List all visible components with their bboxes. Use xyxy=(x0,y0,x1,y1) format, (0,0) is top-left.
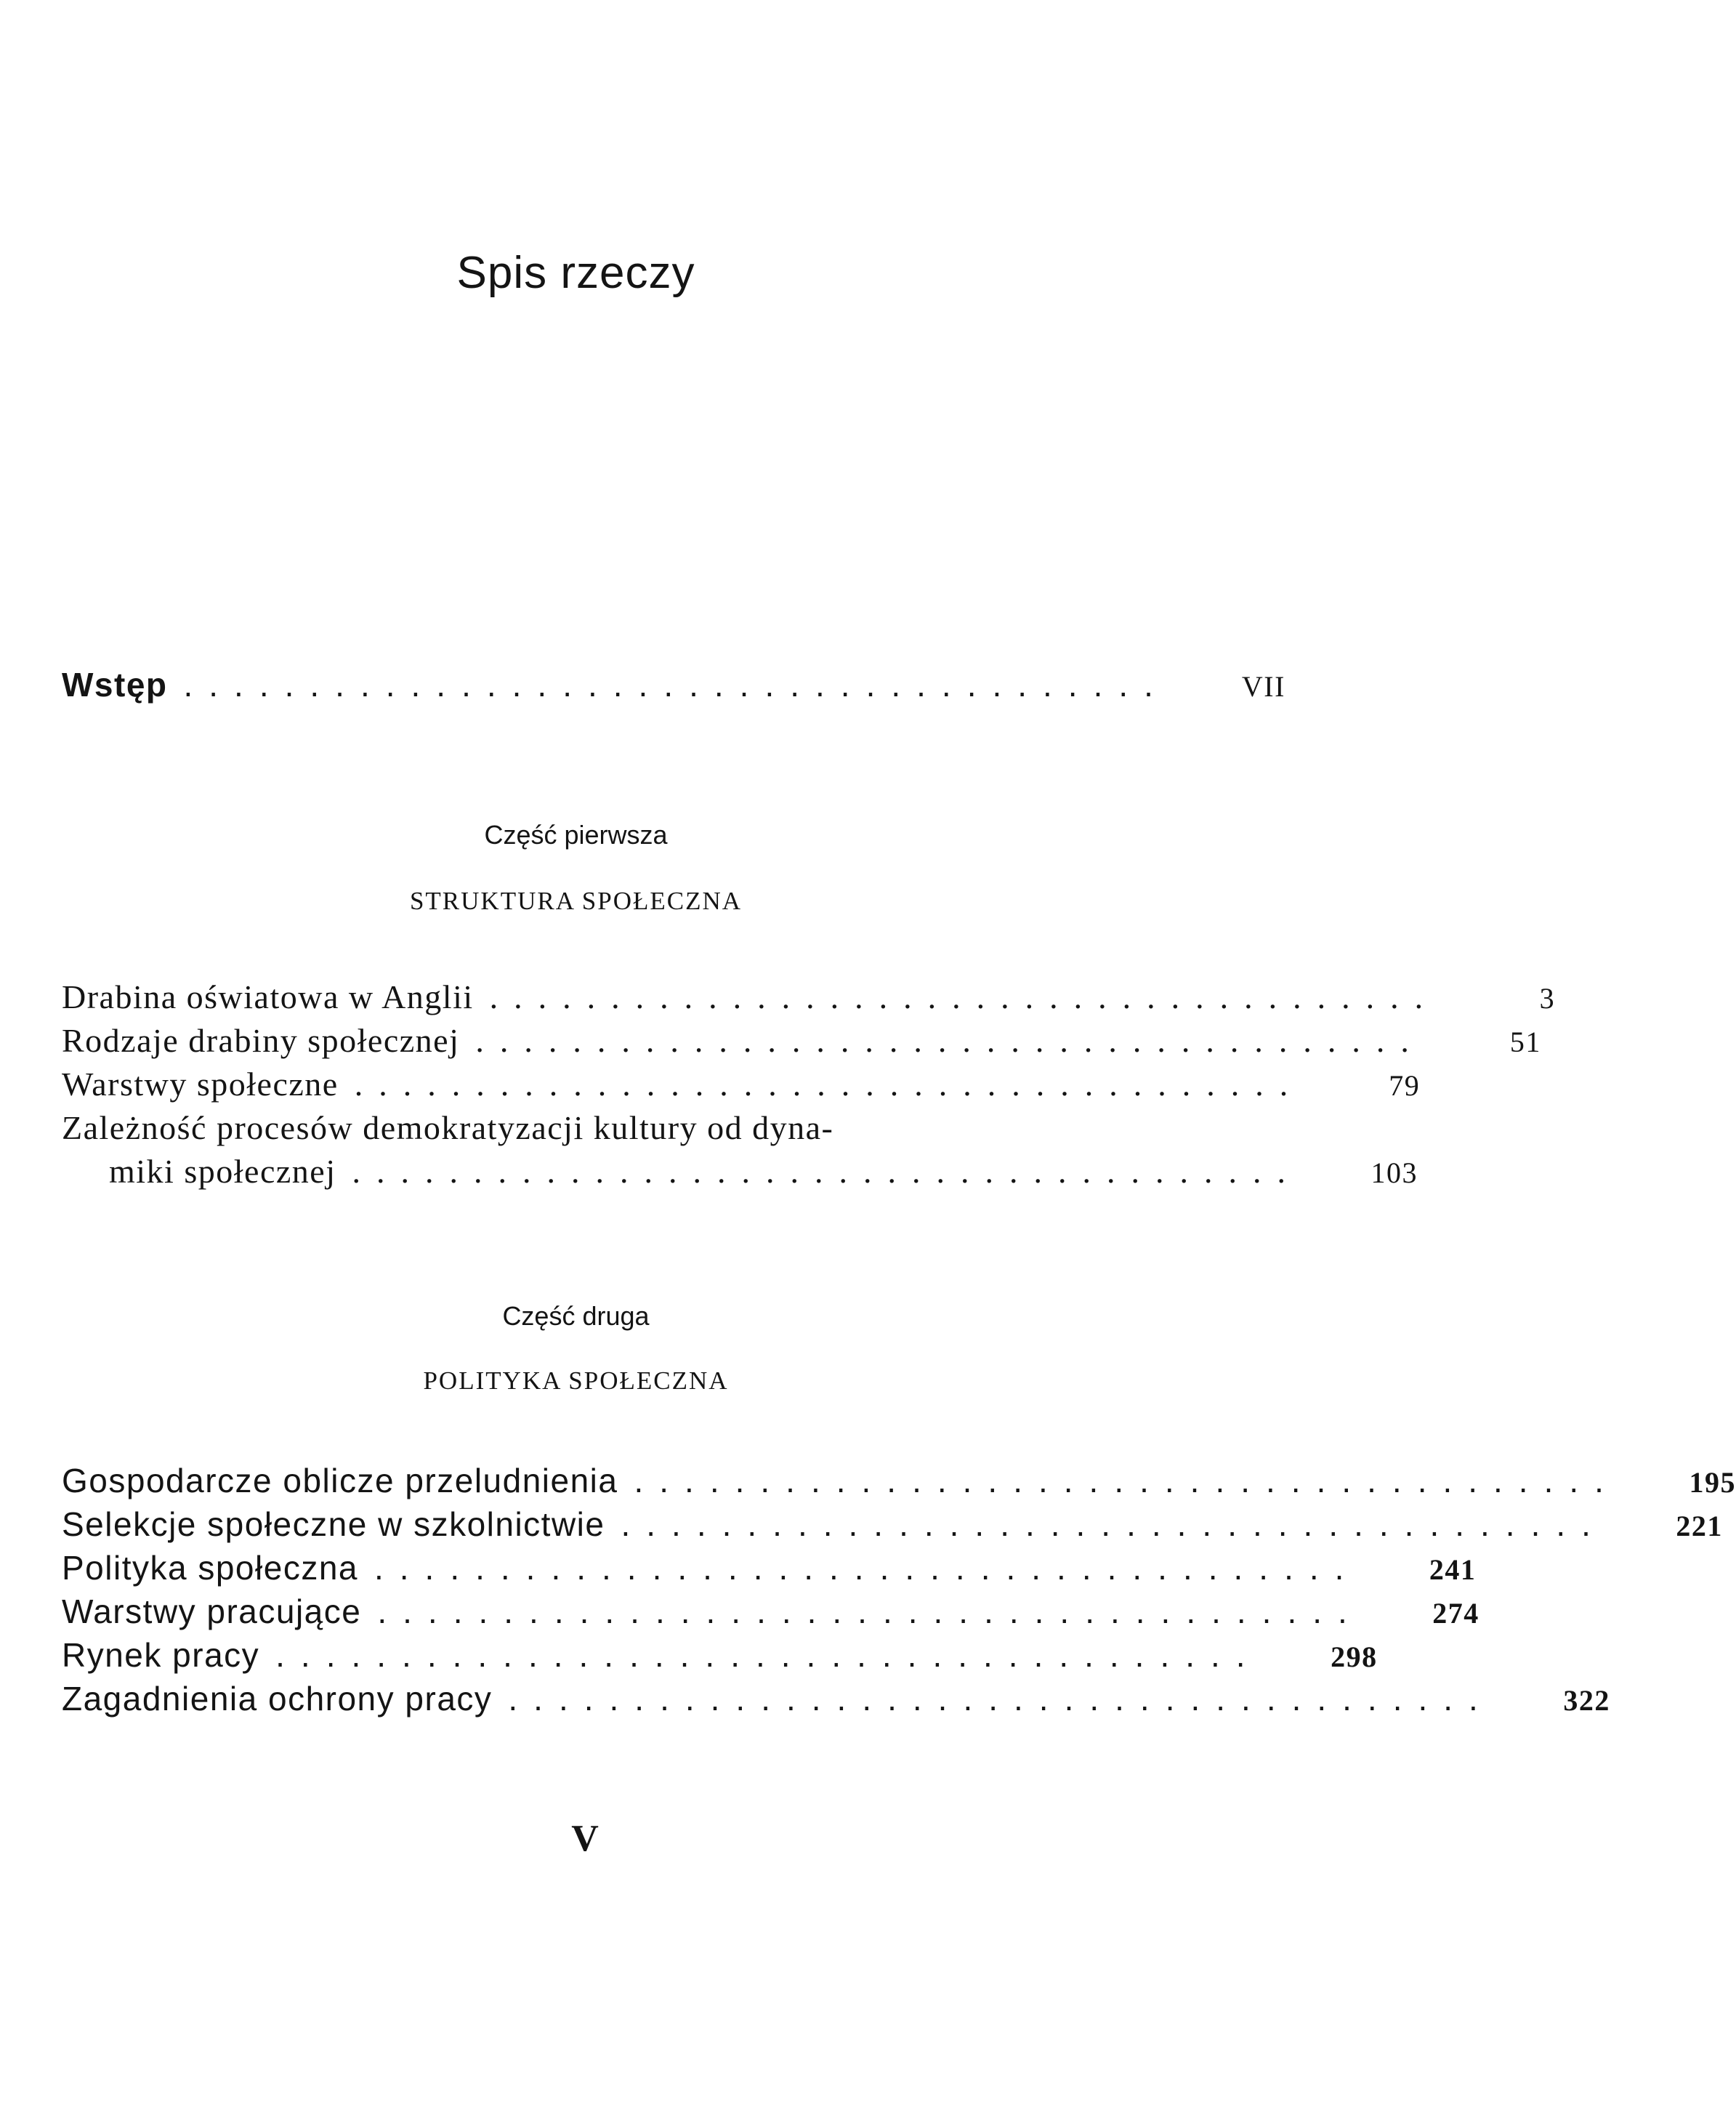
dot-leader: ....................................... xyxy=(634,1462,1620,1499)
toc-entry-intro[interactable] xyxy=(62,665,1285,709)
toc-entry-page: 51 xyxy=(1509,1026,1541,1058)
toc-entry-page: 298 xyxy=(1331,1640,1378,1673)
toc-entry-page: 221 xyxy=(1676,1510,1723,1542)
toc-entry-page: VII xyxy=(1241,670,1285,703)
dot-leader: ....................................... xyxy=(354,1066,1304,1103)
toc-entry[interactable] xyxy=(62,1021,1541,1065)
dot-leader: ....................................... xyxy=(183,666,1169,704)
part-1-title: STRUKTURA SPOŁECZNA xyxy=(409,887,743,915)
toc-entry-label: Polityka społeczna xyxy=(62,1549,358,1587)
toc-entry-label: Rynek pracy xyxy=(62,1636,260,1674)
toc-entry[interactable] xyxy=(62,1548,1477,1592)
toc-entry-label: Drabina oświatowa w Anglii xyxy=(62,978,474,1015)
toc-entry-label-continuation: miki społecznej xyxy=(109,1153,336,1190)
toc-entry-page: 195 xyxy=(1689,1466,1736,1499)
toc-entry-label: Selekcje społeczne w szkolnictwie xyxy=(62,1505,605,1543)
dot-leader: ....................................... xyxy=(352,1153,1301,1190)
dot-leader: ....................................... xyxy=(489,978,1440,1015)
page-title: Spis rzeczy xyxy=(456,248,695,298)
toc-entry-page: 3 xyxy=(1539,982,1556,1015)
toc-entry[interactable] xyxy=(62,1679,1610,1723)
toc-entry-label: Warstwy pracujące xyxy=(62,1592,362,1630)
part-2-label: Część druga xyxy=(502,1301,650,1331)
toc-entry-label: Rodzaje drabiny społecznej xyxy=(62,1022,460,1059)
toc-entry-label: Wstęp xyxy=(62,666,168,704)
toc-entry[interactable] xyxy=(62,1108,1094,1152)
toc-entry-page: 322 xyxy=(1563,1684,1610,1717)
dot-leader: ....................................... xyxy=(275,1636,1261,1674)
toc-entry-label: Gospodarcze oblicze przeludnienia xyxy=(62,1462,618,1499)
part-1-label: Część pierwsza xyxy=(484,820,668,850)
dot-leader: ....................................... xyxy=(475,1022,1425,1059)
toc-entry[interactable] xyxy=(62,1461,1736,1505)
toc-entry[interactable] xyxy=(62,1065,1421,1108)
toc-entry-page: 241 xyxy=(1429,1553,1477,1586)
toc-entry-label: Warstwy społeczne xyxy=(62,1066,339,1103)
dot-leader: ....................................... xyxy=(377,1592,1363,1630)
toc-entry-page: 79 xyxy=(1389,1069,1421,1102)
toc-entry-page: 103 xyxy=(1370,1156,1418,1189)
part-2-title: POLITYKA SPOŁECZNA xyxy=(423,1366,729,1395)
toc-entry[interactable] xyxy=(62,1505,1723,1548)
toc-entry-label: Zależność procesów demokratyzacji kultury od dyna- xyxy=(62,1109,834,1146)
toc-entry-label: Zagadnienia ochrony pracy xyxy=(62,1680,493,1718)
toc-entry[interactable] xyxy=(62,1635,1378,1679)
dot-leader: ....................................... xyxy=(621,1505,1607,1543)
toc-entry-page: 274 xyxy=(1432,1597,1479,1630)
dot-leader: ....................................... xyxy=(508,1680,1494,1718)
toc-entry[interactable] xyxy=(62,1592,1479,1635)
toc-entry[interactable] xyxy=(62,978,1556,1021)
page-number: V xyxy=(571,1818,599,1859)
dot-leader: ....................................... xyxy=(374,1549,1360,1587)
toc-entry-continuation[interactable] xyxy=(109,1152,1418,1196)
